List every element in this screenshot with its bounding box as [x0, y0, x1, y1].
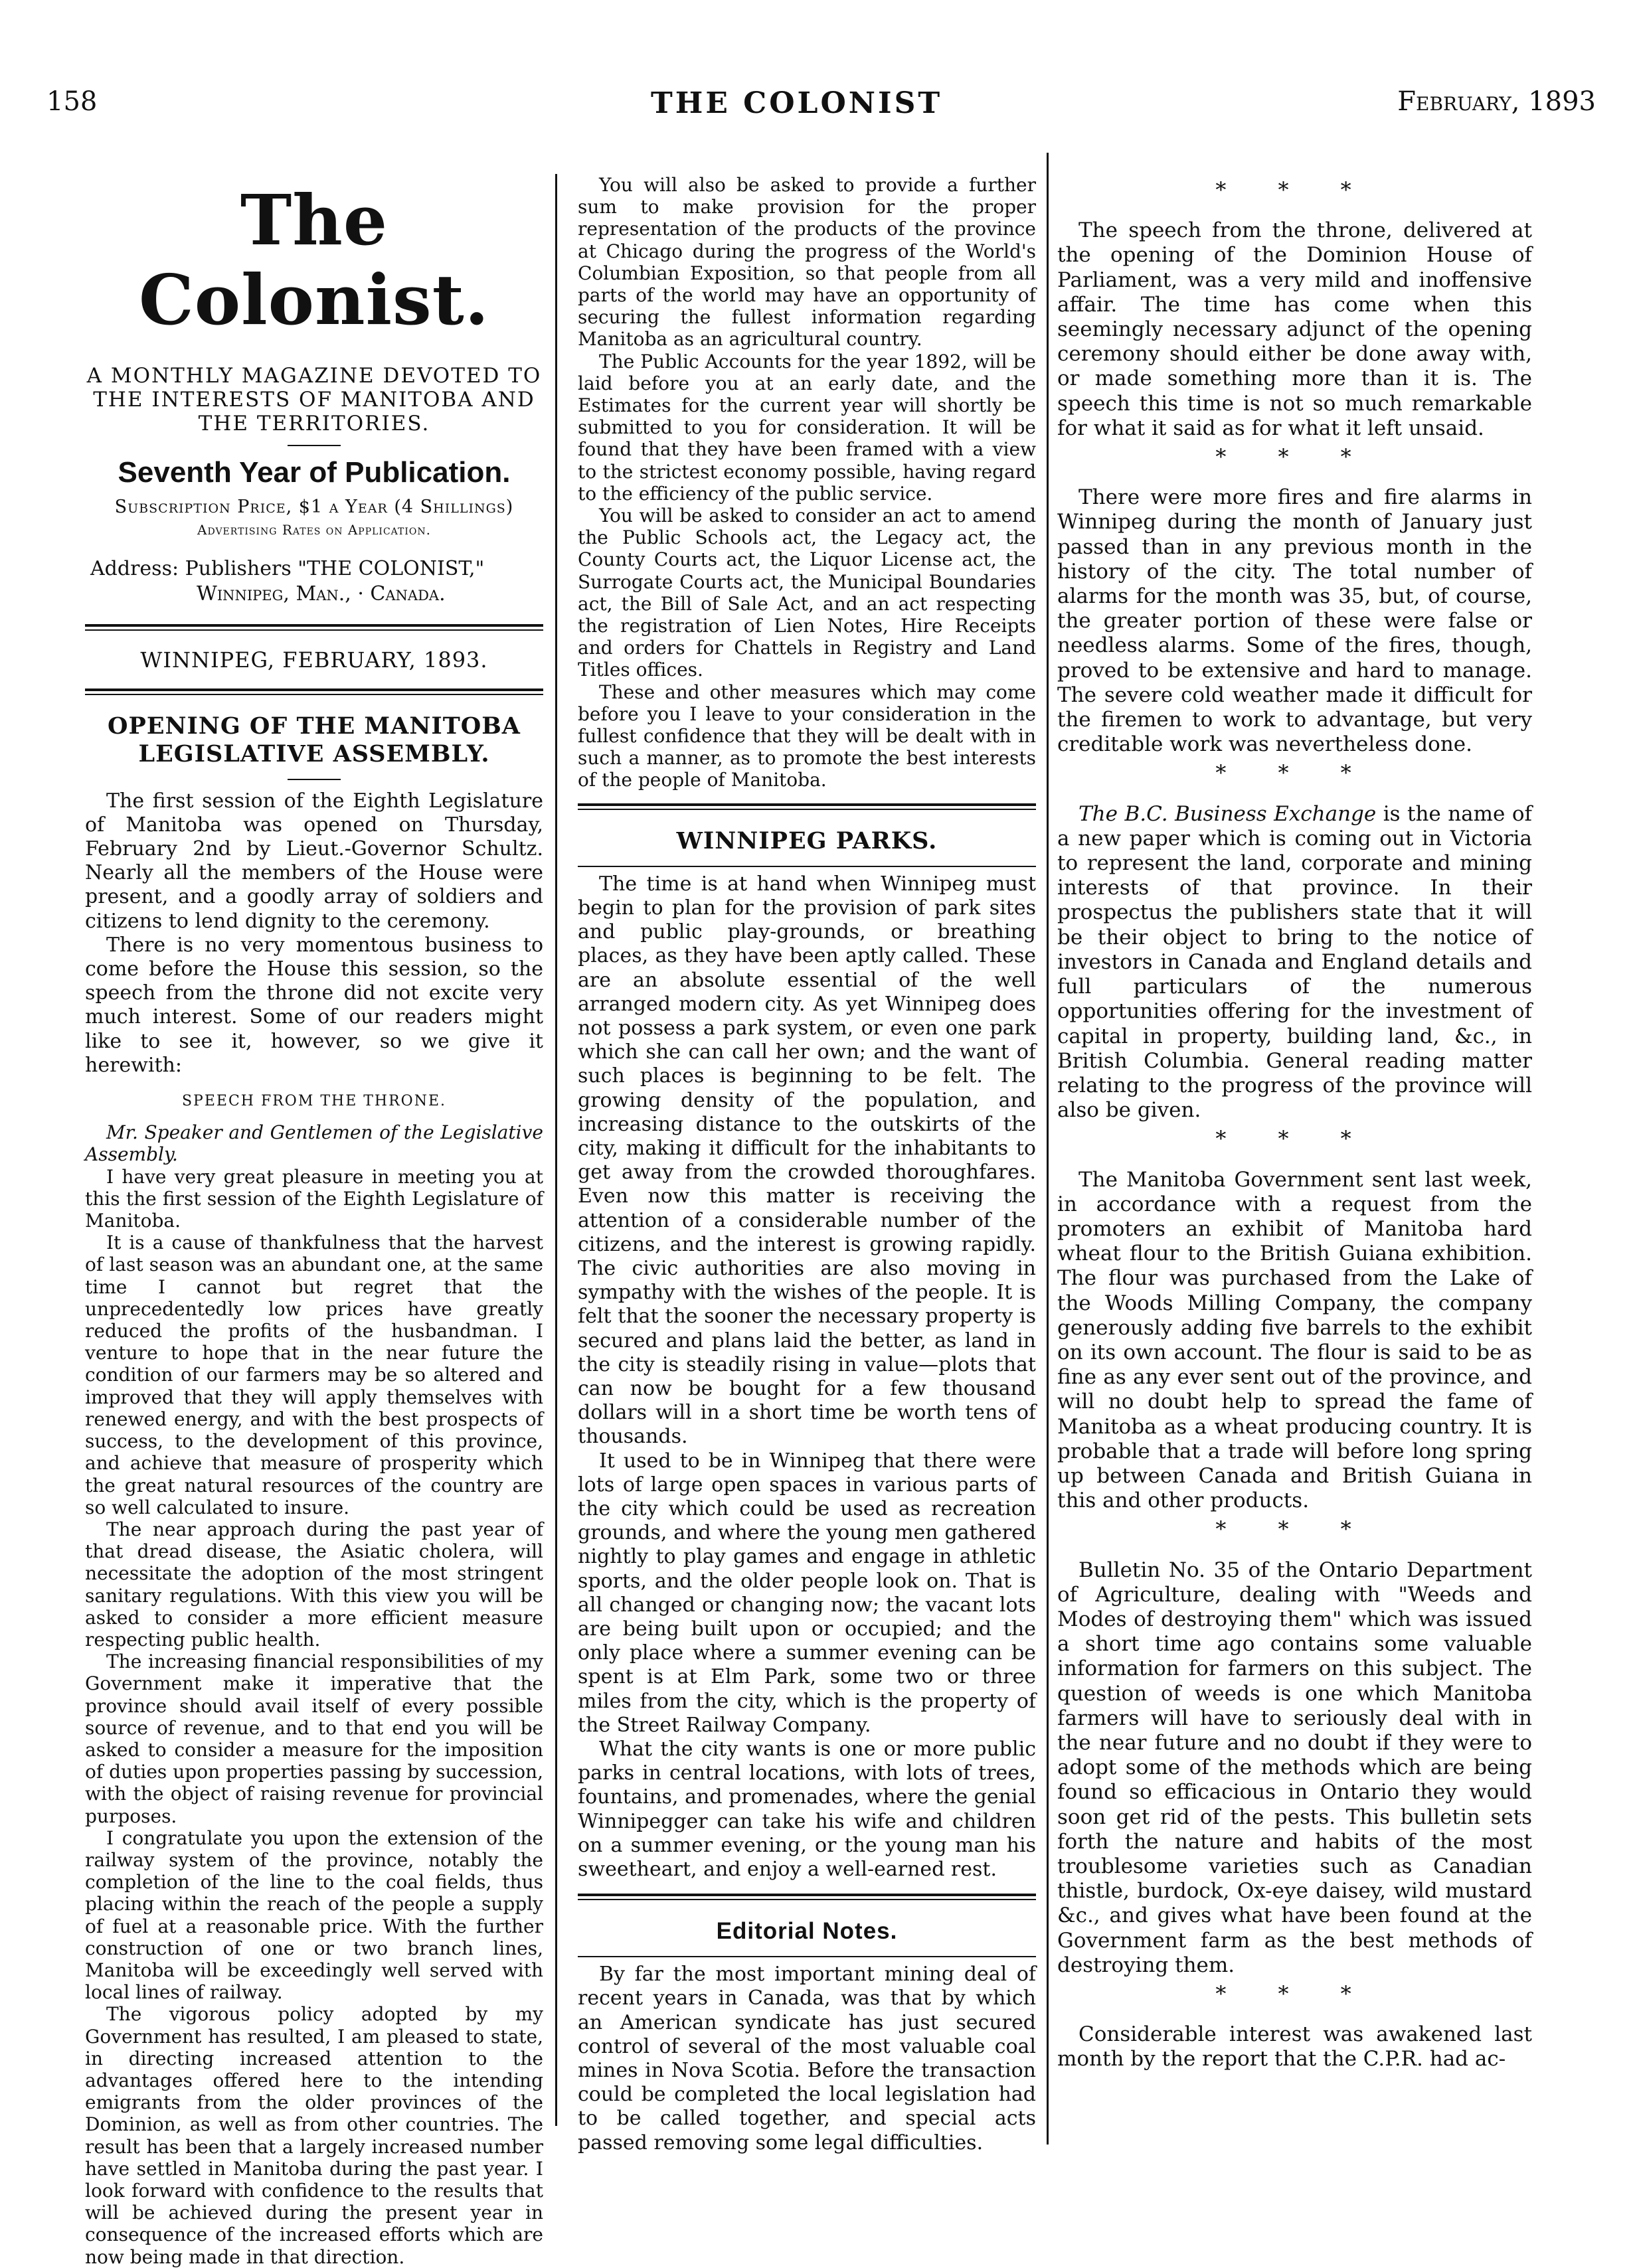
section-separator: * * *	[1215, 177, 1374, 202]
section-separator: * * *	[1215, 444, 1374, 470]
paragraph: The first session of the Eighth Legislature of Manitoba was opened on Thursday, February 2nd by Lieut.-Governor Schultz. Nearly all the members of the House were present, and a goodly array of soldiers and citizens to lend dignity to the ceremony.	[85, 789, 543, 933]
paragraph: The speech from the throne, delivered at the opening of the Dominion House of Parliament, was a very mild and inoffensive affair. The time has come when this seemingly necessary adjunct of the opening ceremony should either be done away with, or made something more than it is. The speech this time is not so much remarkable for what it said as for what it left unsaid.	[1057, 218, 1532, 440]
masthead	[85, 181, 543, 607]
paragraph	[1057, 802, 1532, 1123]
article-heading: WINNIPEG PARKS.	[676, 827, 938, 854]
paragraph: I have very great pleasure in meeting you at this the first session of the Eighth Legislature of Manitoba.	[85, 1165, 543, 1232]
address-line-2: Winnipeg, Man., · Canada.	[197, 582, 446, 606]
divider	[85, 688, 543, 695]
paragraph: The increasing financial responsibilities of my Government make it imperative that the province should avail itself of every possible source of revenue, and to that end you will be asked to consider a measure for the imposition of duties upon properties passing by succession, with the object of raising revenue for provincial purposes.	[85, 1651, 543, 1827]
paragraph: The Manitoba Government sent last week, in accordance with a request from the promoters an exhibit of Manitoba hard wheat flour to the British Guiana exhibition. The flour was purchased from the Lake of the Woods Milling Company, the company generously adding five barrels to the exhibit on its own account. The flour is said to be as fine as any ever sent out of the province, and will no doubt help to spread the fame of Manitoba as a wheat producing country. It is probable that a trade will before long spring up between Canada and British Guiana in this and other products.	[1057, 1167, 1532, 1513]
italic-title: The B.C. Business Exchange	[1078, 801, 1377, 826]
divider	[288, 779, 341, 780]
section-separator: * * *	[1215, 760, 1374, 786]
page-number: 158	[46, 86, 98, 117]
paragraph: I congratulate you upon the extension of the railway system of the province, notably the completion of the line to the coal fields, thus placing within the reach of the people a supply of fuel at a reasonable price. With the further construction of one or two branch lines, Manitoba will be exceedingly well served with local lines of railway.	[85, 1826, 543, 2004]
divider	[578, 1956, 1036, 1957]
divider	[578, 803, 1036, 810]
divider	[288, 445, 341, 446]
divider	[578, 866, 1036, 867]
issue-date: February, 1893	[1397, 86, 1596, 117]
paragraph: Considerable interest was awakened last month by the report that the C.P.R. had ac-	[1057, 2022, 1532, 2071]
paragraph: You will be asked to consider an act to amend the Public Schools act, the Legacy act, the County Courts act, the Liquor License act, the Surrogate Courts act, the Municipal Boundaries act, the Bill of Sale Act, and an act respecting the registration of Lien Notes, Hire Receipts and orders for Chattels in Registry and Land Titles offices.	[578, 505, 1036, 681]
article-heading: OPENING OF THE MANITOBA LEGISLATIVE ASSEMBLY.	[108, 712, 521, 768]
page-header	[0, 86, 1637, 126]
column-2	[578, 174, 1036, 2155]
column-1	[85, 174, 543, 2268]
address	[85, 556, 543, 607]
divider	[578, 1894, 1036, 1900]
paragraph: There were more fires and fire alarms in Winnipeg during the month of January just passed than in any previous month in the history of the city. The total number of alarms for the month was 35, but, of course, the greater portion of these were false or needless alarms. Some of the fires, though, proved to be extensive and hard to manage. The severe cold weather made it difficult for the firemen to work to advantage, but very creditable work was nevertheless done.	[1057, 485, 1532, 757]
paragraph: These and other measures which may come before you I leave to your consideration in the fullest confidence that they will be dealt with in such a manner, as to promote the best interests of the people of Manitoba.	[578, 681, 1036, 791]
masthead-title: The Colonist.	[139, 179, 489, 341]
column-divider-right	[1047, 153, 1049, 2145]
paragraph: Bulletin No. 35 of the Ontario Department of Agriculture, dealing with "Weeds and Modes of destroying them" which was issued a short time ago contains some valuable information for farmers on this subject. The question of weeds is one which Manitoba farmers will have to seriously deal with in the near future and no doubt if they were to adopt some of the methods which are being found so efficacious in Ontario they would soon get rid of the pests. This bulletin sets forth the nature and habits of the most troublesome varieties such as Canadian thistle, burdock, Ox-eye daisey, wild mustard &c., and gives what have been found at the Government farm as the best methods of destroying them.	[1057, 1558, 1532, 1977]
paragraph: It used to be in Winnipeg that there were lots of large open spaces in various parts of the city which could be used as recreation grounds, and where the young men gathered nightly to play games and engage in athletic sports, and the older people look on. That is all changed or changing now; the vacant lots are being built upon or occupied; and the only place where a summer evening can be spent is at Elm Park, some two or three miles from the city, which is the property of the Street Railway Company.	[578, 1449, 1036, 1737]
advertising-note: Advertising Rates on Application.	[197, 522, 431, 538]
salutation: Mr. Speaker and Gentlemen of the Legislative Assembly.	[85, 1121, 543, 1166]
paragraph: It is a cause of thankfulness that the harvest of last season was an abundant one, at the same time I cannot but regret that the unprecedentedly low prices have greatly reduced the profits of the husbandman. I venture to hope that in the near future the condition of our farmers may be so altered and improved that they will apply themselves with renewed energy, and with the best prospects of success, to the development of this province, and achieve that measure of prosperity which the great natural resources of the country are so well calculated to insure.	[85, 1232, 543, 1518]
running-title: THE COLONIST	[651, 86, 943, 120]
paragraph: You will also be asked to provide a further sum to make provision for the proper representation of the products of the province at Chicago during the progress of the World's Columbian Exposition, so that people from all parts of the world may have an opportunity of securing the fullest information regarding Manitoba as an agricultural country.	[578, 174, 1036, 351]
paragraph: By far the most important mining deal of recent years in Canada, was that by which an American syndicate has just secured control of several of the most valuable coal mines in Nova Scotia. Before the transaction could be completed the local legislation had to be called together, and special acts passed removing some legal difficulties.	[578, 1963, 1036, 2154]
year-line: Seventh Year of Publication.	[118, 456, 511, 489]
speech-heading: SPEECH FROM THE THRONE.	[181, 1093, 447, 1110]
paragraph: The Public Accounts for the year 1892, will be laid before you at an early date, and the Estimates for the current year will shortly be submitted to you for consideration. It will be found that they have been framed with a view to the strictest economy possible, having regard to the efficiency of the public service.	[578, 350, 1036, 505]
article-heading: Editorial Notes.	[716, 1918, 898, 1945]
column-divider-left	[555, 174, 557, 2126]
paragraph: The time is at hand when Winnipeg must begin to plan for the provision of park sites and public play-grounds, or breathing places, as they have been aptly called. These are an absolute essential of the well arranged modern city. As yet Winnipeg does not possess a park system, or even one park which she can call her own; and the want of such places is beginning to be felt. The growing density of the population, and increasing distance to the outskirts of the city, making it difficult for the inhabitants to get away from the crowded thoroughfares. Even now this matter is receiving the attention of a considerable number of the citizens, and the interest is growing rapidly. The civic authorities are also moving in sympathy with the wishes of the people. It is felt that the sooner the necessary property is secured and plans laid the better, as land in the city is steadily rising in value—plots that can now be bought for a few thousand dollars will in a short time be worth tens of thousands.	[578, 872, 1036, 1449]
subscription-price: Subscription Price, $1 a Year (4 Shillings)	[114, 497, 514, 518]
divider	[85, 624, 543, 631]
column-3	[1057, 174, 1532, 2072]
paragraph: There is no very momentous business to come before the House this session, so the speech from the throne did not excite very much interest. Some of our readers might like to see it, however, so we give it herewith:	[85, 933, 543, 1077]
paragraph: What the city wants is one or more public parks in central locations, with lots of trees, fountains, and promenades, where the genial Winnipegger can take his wife and children on a summer evening, or the young man his sweetheart, and enjoy a well-earned rest.	[578, 1738, 1036, 1882]
paragraph: The near approach during the past year of that dread disease, the Asiatic cholera, will necessitate the adoption of the most stringent sanitary regulations. With this view you will be asked to consider a more efficient measure respecting public health.	[85, 1518, 543, 1651]
paragraph: The vigorous policy adopted by my Government has resulted, I am pleased to state, in directing increased attention to the advantages offered here to the intending emigrants from the older provinces of the Dominion, as well as from other countries. The result has been that a largely increased number have settled in Manitoba during the past year. I look forward with confidence to the results that will be achieved during the present year in consequence of the increased efforts which are now being made in that direction.	[85, 2003, 543, 2268]
paragraph-text: is the name of a new paper which is coming out in Victoria to represent the land, corporate and mining interests of that province. In their prospectus the publishers state that it will be their object to bring to the notice of investors in Canada and England details and full particulars of the numerous opportunities offering for the investment of capital in property, building land, &c., in British Columbia. General reading matter relating to the progress of the province will also be given.	[1057, 801, 1532, 1123]
masthead-description: A MONTHLY MAGAZINE DEVOTED TO THE INTERESTS OF MANITOBA AND THE TERRITORIES.	[86, 364, 542, 436]
section-separator: * * *	[1215, 1126, 1374, 1152]
dateline: WINNIPEG, FEBRUARY, 1893.	[140, 647, 488, 673]
address-line-1: Address: Publishers "THE COLONIST,"	[90, 557, 485, 581]
section-separator: * * *	[1215, 1516, 1374, 1542]
section-separator: * * *	[1215, 1981, 1374, 2007]
